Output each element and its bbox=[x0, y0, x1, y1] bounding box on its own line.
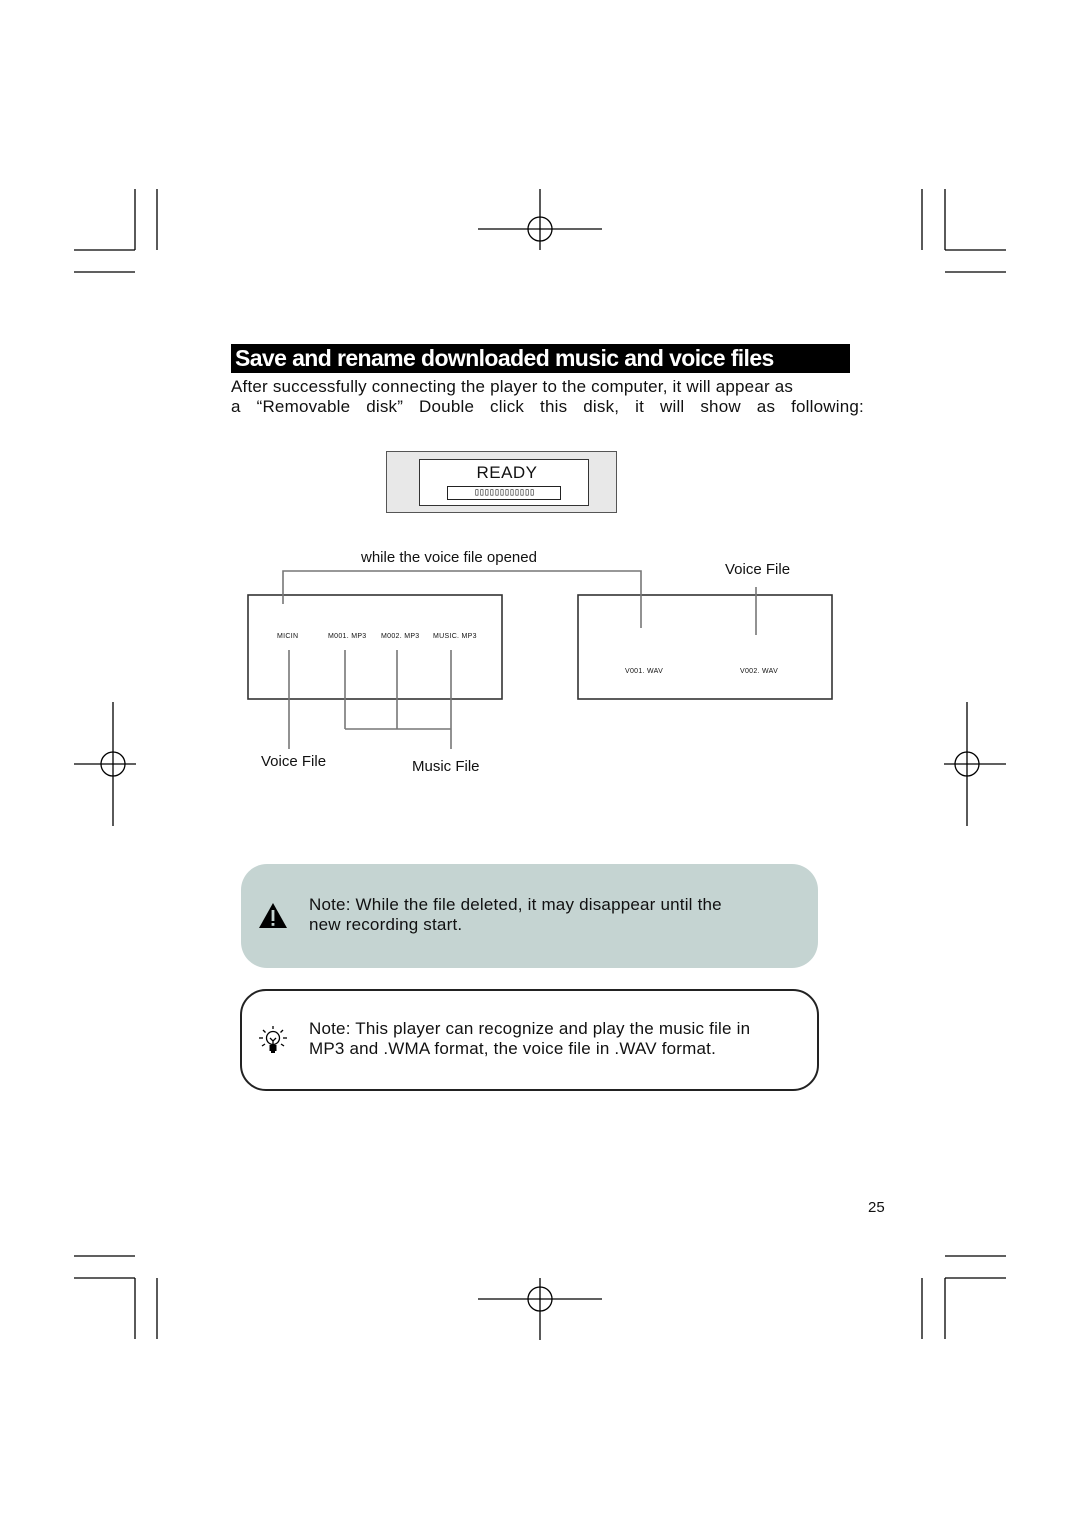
voice-file-label-right: Voice File bbox=[725, 561, 791, 578]
file-item: V002. WAV bbox=[740, 668, 779, 675]
intro-word: as bbox=[756, 397, 776, 416]
file-item: M001. MP3 bbox=[328, 633, 367, 640]
music-file-label: Music File bbox=[412, 758, 480, 775]
voice-folder-connector bbox=[283, 571, 641, 628]
voice-file-label-left: Voice File bbox=[261, 753, 327, 770]
file-item: MUSIC. MP3 bbox=[433, 633, 477, 640]
intro-word: click bbox=[490, 397, 525, 416]
lcd-progress-bar: ▯▯▯▯▯▯▯▯▯▯▯▯ bbox=[447, 486, 561, 500]
intro-word: a bbox=[231, 397, 241, 416]
page-number: 25 bbox=[868, 1199, 885, 1216]
file-item: MICIN bbox=[277, 633, 299, 640]
intro-word: disk, bbox=[583, 397, 620, 416]
warning-icon bbox=[258, 902, 288, 929]
tip-note-line-1: Note: This player can recognize and play the music file in bbox=[309, 1019, 751, 1038]
file-item: M002. MP3 bbox=[381, 633, 420, 640]
warning-note-line-1: Note: While the file deleted, it may disappear until the bbox=[309, 895, 722, 914]
intro-word: Double bbox=[419, 397, 475, 416]
intro-line-1: After successfully connecting the player to the computer, it will appear as bbox=[231, 377, 794, 396]
voice-folder-box bbox=[578, 595, 832, 699]
lcd-ready-text: READY bbox=[476, 463, 538, 482]
intro-word: this bbox=[540, 397, 568, 416]
intro-word: disk” bbox=[366, 397, 404, 416]
tip-note-line-2: MP3 and .WMA format, the voice file in .WAV format. bbox=[309, 1039, 716, 1058]
intro-word: show bbox=[700, 397, 741, 416]
intro-word: will bbox=[660, 397, 685, 416]
voice-folder-label: while the voice file opened bbox=[361, 549, 537, 566]
file-item: V001. WAV bbox=[625, 668, 664, 675]
root-folder-box bbox=[248, 595, 502, 699]
intro-word: it bbox=[635, 397, 645, 416]
intro-word: “Removable bbox=[256, 397, 351, 416]
intro-word: following: bbox=[791, 397, 864, 416]
lightbulb-icon bbox=[258, 1025, 288, 1057]
section-title: Save and rename downloaded music and voice files bbox=[231, 344, 850, 373]
warning-note-line-2: new recording start. bbox=[309, 915, 463, 934]
